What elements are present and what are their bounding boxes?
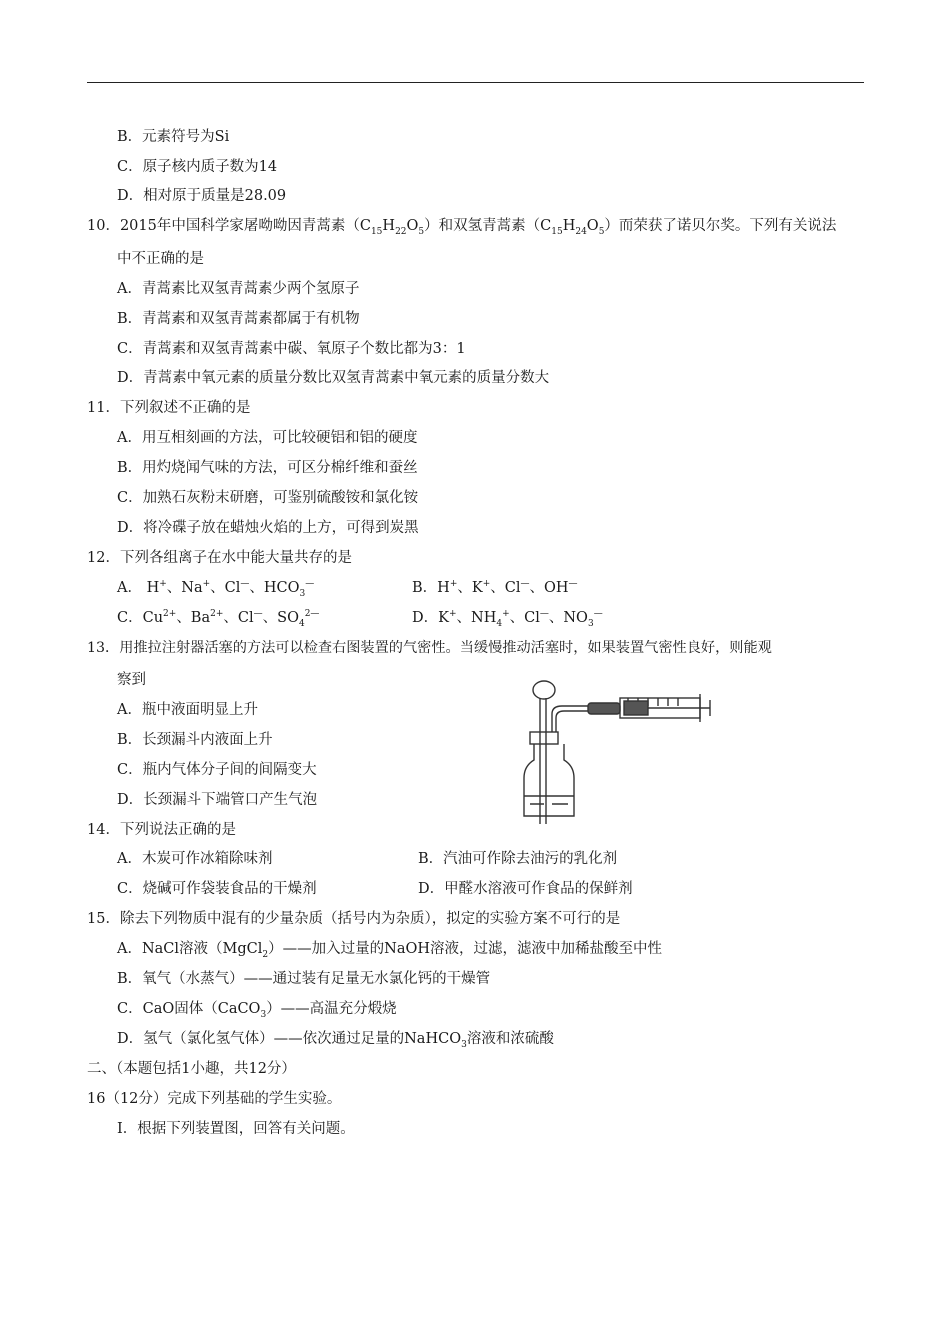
q13-option-b: B．长颈漏斗内液面上升 <box>117 732 273 748</box>
section-2-heading: 二、（本题包括1小趣，共12分） <box>87 1061 296 1077</box>
q12-stem: 12．下列各组离子在水中能大量共存的是 <box>87 550 352 566</box>
syringe-plunger-head <box>624 701 648 715</box>
q11-option-b: B．用灼烧闻气味的方法，可区分棉纤维和蚕丝 <box>117 460 418 476</box>
q14-option-c: C．烧碱可作袋装食品的干燥剂 <box>117 881 317 897</box>
q11-option-c: C．加熟石灰粉末研磨，可鉴别硫酸铵和氯化铵 <box>117 490 419 506</box>
funnel-bulb <box>533 681 555 699</box>
liquid-level <box>524 796 574 804</box>
header-rule <box>87 82 864 83</box>
funnel-stem <box>540 698 546 824</box>
q11-stem: 11．下列叙述不正确的是 <box>87 400 251 416</box>
q13-stem-cont: 察到 <box>117 672 146 688</box>
q14-option-a: A．木炭可作冰箱除味剂 <box>117 851 273 867</box>
q9-option-d: D．相对原于质量是28.09 <box>117 188 287 204</box>
q9-option-b: B．元素符号为Si <box>117 129 230 145</box>
q15-option-d: D．氢气（氯化氢气体）——依次通过足量的NaHCO$_3$溶液和浓硫酸 <box>117 1031 554 1050</box>
q10-stem-cont: 中不正确的是 <box>117 251 204 267</box>
q12-option-c: C．$Cu^{2+}$、$Ba^{2+}$、Cl—、$SO_4^{2—}$ <box>117 609 320 629</box>
q9-option-c: C．原子核内质子数为14 <box>117 159 278 175</box>
rubber-connector <box>588 703 620 714</box>
q10-option-d: D．青蒿素中氧元素的质量分数比双氢青蒿素中氧元素的质量分数大 <box>117 370 550 386</box>
q12-option-d: D．K+、$NH_4^+$、Cl—、$NO_3^—$ <box>412 609 603 629</box>
q15-option-a: A．NaCl溶液（MgCl$_2$）——加入过量的NaOH溶液，过滤，滤液中加稀盐酸至中性 <box>117 941 663 960</box>
q10-option-b: B．青蒿素和双氢青蒿素都属于有机物 <box>117 311 360 327</box>
delivery-tube <box>552 706 588 732</box>
q10-stem: 10．2015年中国科学家屠呦呦因青蒿素$(C_{15}H_{22}O_5)$和双氢青蒿素$(C_{15}H_{24}O_5)$而荣获了诺贝尔奖。下列有关说法 <box>87 218 837 237</box>
q12-option-a: A． H+、Na+、Cl—、$HCO_3^—$ <box>117 579 315 599</box>
q16-stem: 16（12分）完成下列基础的学生实验。 <box>87 1091 342 1107</box>
q13-stem: 13．用推拉注射器活塞的方法可以检查右图装置的气密性。当缓慢推动活塞时，如果装置气密性良好，则能观 <box>87 640 772 656</box>
q12-option-b: B．H+、K+、Cl—、OH— <box>412 579 578 596</box>
q14-stem: 14．下列说法正确的是 <box>87 822 236 838</box>
q11-option-a: A．用互相刻画的方法，可比较硬铝和铝的硬度 <box>117 430 418 446</box>
q10-option-a: A．青蒿素比双氢青蒿素少两个氢原子 <box>117 281 360 297</box>
q15-option-c: C．CaO固体（CaCO$_3$）——高温充分煅烧 <box>117 1001 397 1020</box>
q10-option-c: C．青蒿素和双氢青蒿素中碳、氧原子个数比都为3：1 <box>117 341 466 357</box>
q13-option-c: C．瓶内气体分子间的间隔变大 <box>117 762 317 778</box>
bottle <box>524 744 574 816</box>
q16-part-1: I．根据下列装置图，回答有关问题。 <box>117 1121 355 1137</box>
q15-option-b: B．氧气（水蒸气）——通过装有足量无水氯化钙的干燥管 <box>117 971 491 987</box>
q11-option-d: D．将冷碟子放在蜡烛火焰的上方，可得到炭黑 <box>117 520 419 536</box>
stopper <box>530 732 558 744</box>
q13-option-d: D．长颈漏斗下端管口产生气泡 <box>117 792 318 808</box>
q15-stem: 15．除去下列物质中混有的少量杂质（括号内为杂质），拟定的实验方案不可行的是 <box>87 911 621 927</box>
q14-option-d: D．甲醛水溶液可作食品的保鲜剂 <box>418 881 633 897</box>
airtightness-apparatus-figure <box>500 676 730 836</box>
q13-option-a: A．瓶中液面明显上升 <box>117 702 258 718</box>
q14-option-b: B．汽油可作除去油污的乳化剂 <box>418 851 618 867</box>
